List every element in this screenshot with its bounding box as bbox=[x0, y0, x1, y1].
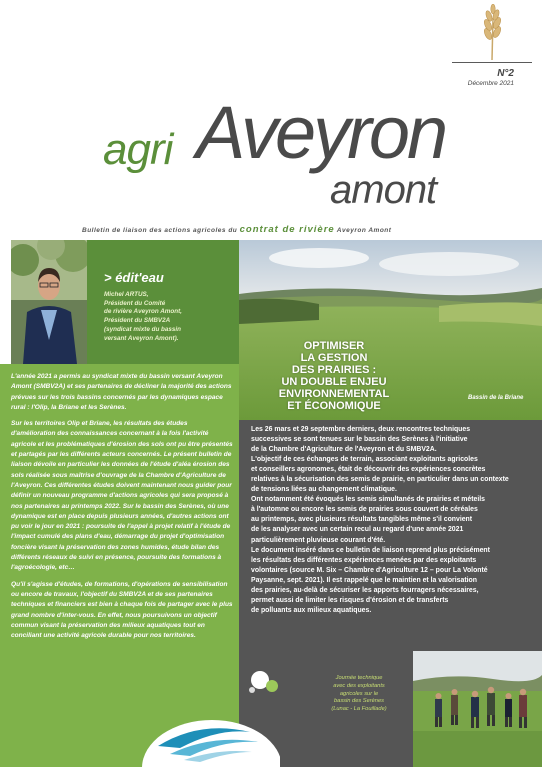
caption-line: (Lunac - La Fouillade) bbox=[331, 706, 387, 713]
body-line: successives se sont tenues sur le bassin des Serènes à l'initiative bbox=[251, 436, 468, 444]
headline-line: UN DOUBLE ENJEU bbox=[281, 376, 387, 388]
feature-headline bbox=[258, 340, 410, 412]
caption-line: bassin des Serènes bbox=[334, 698, 384, 705]
edito-paragraph: Qu'il s'agisse d'études, de formations, d'opérations de sensibilisation ou encore de travaux, l'objectif du SMBV2A et de ses partenaires techniques et financiers est bien à chaque fois de partager avec le plus grand nombre d'inter-vous. En effet, nous poursuivons un objectif commun visant la préservation des milieux aquatiques tout en conciliant une activité agricole durable pour nos territoires. bbox=[11, 580, 233, 640]
edito-text bbox=[11, 372, 233, 647]
photo-caption: Bassin de la Briane bbox=[468, 395, 524, 401]
body-line: Les 26 mars et 29 septembre derniers, deux rencontres techniques bbox=[251, 426, 471, 433]
title-agri: agri bbox=[103, 125, 173, 174]
caption-line: Président du Comité bbox=[104, 299, 166, 307]
headline-line: OPTIMISER bbox=[303, 340, 365, 352]
caption-line: Michel ARTUS, bbox=[104, 291, 149, 298]
body-line: Paysanne, sept. 2021). Il est rappelé que le maintien et la valorisation bbox=[251, 576, 477, 584]
photo2-caption bbox=[313, 675, 405, 714]
issue-date: Décembre 2021 bbox=[467, 80, 514, 87]
body-line: de tensions liées au changement climatique. bbox=[251, 486, 397, 494]
body-line: permet aussi de limiter les risques d'érosion et de transferts bbox=[251, 596, 449, 604]
body-line: au printemps, avec plusieurs résultats tangibles même s'il convient bbox=[251, 516, 473, 524]
subtitle bbox=[82, 224, 522, 235]
feature-body bbox=[251, 425, 536, 616]
edito-paragraph: L'année 2021 a permis au syndicat mixte du bassin versant Aveyron Amont (SMBV2A) et ses partenaires de décliner la majorité des actions prévues sur les trois bassins concernés par les dynamiques espace rural : l'Olip, la Briane et les Serènes. bbox=[11, 373, 232, 411]
subtitle-pre: Bulletin de liaison des actions agricoles du bbox=[82, 227, 238, 234]
field-visit-photo bbox=[413, 651, 542, 767]
body-line: particulièrement pluvieuse courant d'été. bbox=[251, 536, 386, 544]
body-line: à l'automne ou encore les semis de prairies sous couvert de céréales bbox=[251, 506, 478, 514]
caption-line: avec des exploitants bbox=[333, 682, 385, 689]
headline-line: DES PRAIRIES : bbox=[291, 364, 377, 376]
caption-line: versant Aveyron Amont). bbox=[104, 334, 179, 342]
caption-line: (syndicat mixte du bassin bbox=[104, 325, 181, 333]
body-line: de la Chambre d'Agriculture de l'Aveyron et du SMBV2A. bbox=[251, 446, 437, 454]
decorative-dots bbox=[248, 666, 282, 696]
edito-caption bbox=[104, 291, 236, 343]
body-line: volontaires (source M. Six – Chambre d'Agriculture 12 – pour La Volonté bbox=[251, 566, 488, 574]
caption-line: agricoles sur le bbox=[339, 690, 379, 697]
caption-line: Journée technique bbox=[335, 675, 383, 681]
title-amont: amont bbox=[330, 168, 437, 212]
caption-line: Président du SMBV2A bbox=[104, 317, 171, 325]
body-line: Le document inséré dans ce bulletin de liaison reprend plus précisément bbox=[251, 546, 490, 554]
title-aveyron: Aveyron bbox=[196, 91, 446, 174]
headline-line: ET ÉCONOMIQUE bbox=[287, 400, 381, 412]
body-line: de polluants aux milieux aquatiques. bbox=[251, 606, 372, 614]
body-line: relatives à la sécurisation des semis de prairie, en particulier dans un contexte bbox=[251, 476, 509, 484]
caption-line: de rivière Aveyron Amont, bbox=[104, 308, 182, 316]
body-line: des prairies, au-delà de sécuriser les apports fourragers nécessaires, bbox=[251, 586, 479, 594]
edito-title: > édit'eau bbox=[104, 270, 164, 285]
water-logo-icon bbox=[140, 698, 280, 767]
issue-number: N°2 bbox=[497, 68, 514, 79]
subtitle-post: Aveyron Amont bbox=[336, 227, 392, 234]
headline-line: ENVIRONNEMENTAL bbox=[278, 388, 390, 400]
issue-divider bbox=[452, 62, 532, 63]
body-line: les résultats des différentes expériences menées par des exploitants bbox=[251, 556, 477, 564]
edito-paragraph: Sur les territoires Olip et Briane, les résultats des études d'amélioration des connaissances concernant à la fois l'activité agricole et les problématiques d'érosion des sols ont pu être présentés et partagés par les différents acteurs concernés. Le présent bulletin de liaison dévoile en particulier les données de l'étude d'aléa érosion des sols réalisée sous maîtrise d'ouvrage de la Chambre d'Agriculture de l'Aveyron. Ces différentes études doivent maintenant nous guider pour définir un nouveau programme d'actions agricoles qui sera proposé à nos partenaires au printemps 2022. Sur le bassin des Serènes, où une dynamique est en place depuis plusieurs années, d'autres actions ont pu voir le jour en 2021 : poursuite de l'appel à projet relatif à l'étude de l'impact cumulé des plans d'eau, démarrage du projet d'optimisation foncière visant la préservation des zones humides, étude bilan des différents réseaux de suivi en présence, poursuite des formations à l'agroécologie, etc… bbox=[11, 420, 233, 572]
wheat-icon bbox=[472, 4, 512, 60]
body-line: L'objectif de ces échanges de terrain, associant exploitants agricoles bbox=[251, 456, 478, 464]
subtitle-highlight: contrat de rivière bbox=[239, 224, 335, 235]
headline-line: LA GESTION bbox=[300, 352, 368, 364]
body-line: et conseillers agronomes, était de découvrir des expériences concrètes bbox=[251, 466, 486, 474]
president-portrait bbox=[11, 240, 87, 364]
body-line: de les analyser avec un certain recul au regard d'une année 2021 bbox=[251, 526, 464, 534]
body-line: Ont notamment été évoqués les semis simultanés de prairies et méteils bbox=[251, 496, 485, 504]
